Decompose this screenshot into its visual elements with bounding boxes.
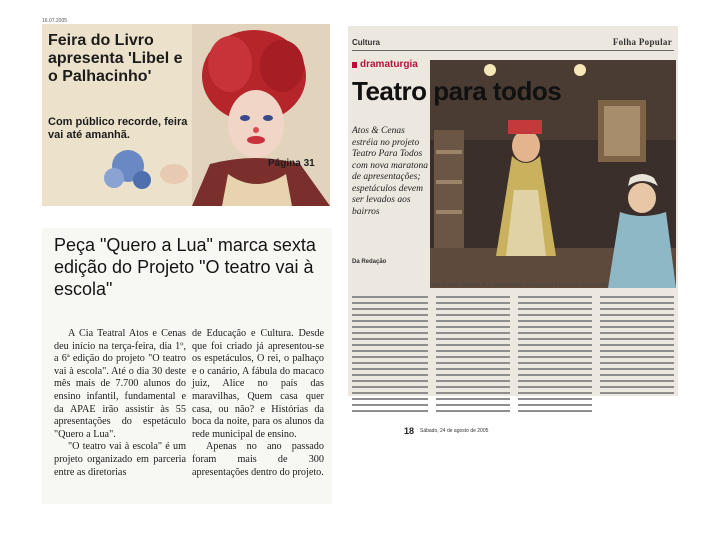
article-body-columns [352, 296, 674, 456]
section-tag: dramaturgia [360, 59, 418, 70]
page-reference: Página 31 [268, 158, 315, 169]
header-rule [352, 50, 674, 51]
clipping-headline: Feira do Livro apresenta 'Libel e o Palhacinho' [48, 32, 183, 85]
text-column [600, 296, 674, 396]
clipping-headline: Teatro para todos [352, 76, 562, 106]
photo-caption: Cena de Peça: maratona de 10 apresentações do Grupo Atos & Cenas em apenas 3 dias [430, 282, 609, 287]
paragraph: "O teatro vai à escola" é um projeto organizado em parceria entre as diretorias [54, 441, 186, 478]
page-number: 18 [404, 426, 415, 436]
clipping-headline: Peça "Quero a Lua" marca sexta edição do Projeto "O teatro vai à escola" [54, 235, 316, 299]
text-column [436, 296, 510, 416]
section-name: Cultura [352, 38, 380, 47]
text-column [352, 296, 428, 416]
paragraph: de Educação e Cultura. Desde que foi criado já apresentou-se os espetáculos, O rei, o palhaço e o canário, A fábula do macaco juiz, Alice no país das maravilhas, Quem casa quer casa, ou não? e Histórias da boca da noite, para os alunos da rede municipal de ensino. [192, 328, 324, 440]
clipping-quero-a-lua [42, 228, 332, 504]
text-column [518, 296, 592, 416]
text-column-1 [54, 328, 186, 479]
paragraph: Apenas no ano passado foram mais de 300 apresentações dentro do projeto. [192, 441, 324, 478]
clipping-deck: Atos & Cenas estréia no projeto Teatro Para Todos com nova maratona de apresentações; espetáculos devem ser levados aos bairros [352, 126, 428, 217]
paragraph: A Cia Teatral Atos e Cenas deu início na terça-feira, dia 1º, a 6ª edição do projeto "O teatro vai à escola". Até o dia 30 deste mês mais de 7.700 alunos do ensino infantil, fundamental e da APAE irão assistir às 55 apresentações do espetáculo "Quero a Lua". [54, 328, 186, 440]
text-column-2 [192, 328, 324, 479]
section-marker [352, 62, 357, 68]
corner-date-label: 16.07.2005 [42, 18, 68, 24]
clipping-subhead: Com público recorde, feira vai até amanhã. [48, 116, 188, 141]
newspaper-name: Folha Popular [612, 37, 672, 47]
clipping-teatro-para-todos [348, 26, 678, 436]
issue-date: Sábado, 24 de agosto de 2005 [420, 428, 489, 434]
clipping-byline: Da Redação [352, 259, 387, 265]
clipping-feira-do-livro [42, 24, 330, 206]
